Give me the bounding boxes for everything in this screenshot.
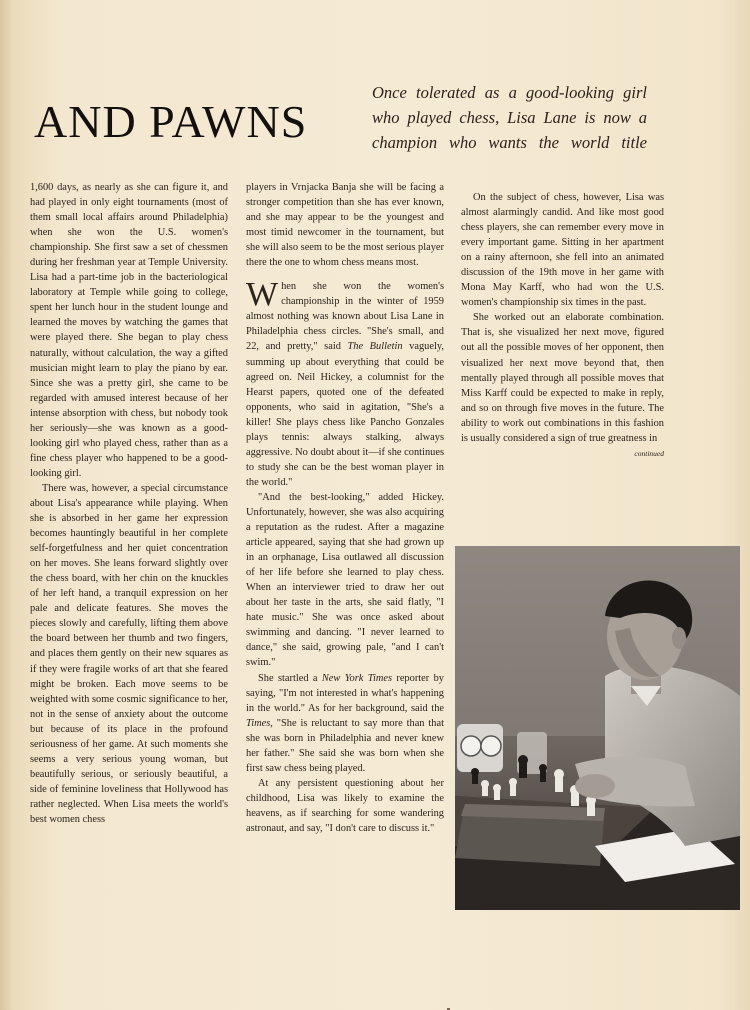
paragraph: At any persistent questioning about her childhood, Lisa was likely to examine the heavens, as if searching for some wandering astronaut, and say, "I don't care to discuss it." bbox=[246, 777, 444, 834]
paragraph: On the subject of chess, however, Lisa was almost alarmingly candid. And like most good chess players, she can remember every move in every important game. Sitting in her apartment on a rainy afternoon, she fell into an animated discussion of the 19th move in her game with Mona May Karff, who had won the U.S. women's championship six times in the past. bbox=[461, 192, 664, 309]
paragraph: She worked out an elaborate combination. That is, she visualized her next move, figured out all the possible moves of her opponent, then visualized her next move beyond that, then mentally played through all possible moves that Miss Karff could be expected to make in reply, and so on through five moves in the future. The ability to work out combinations in this fashion is usually considered a sign of true greatness in bbox=[461, 312, 664, 444]
continued-label: continued bbox=[634, 448, 664, 458]
paragraph-dropcap: When she won the women's championship in the winter of 1959 almost nothing was known about Lisa Lane in Philadelphia chess circles. "She's small, and 22, and pretty," said The Bulletin vaguely, summing up about everything that could be agreed on. Neil Hickey, a columnist for the Hearst papers, quoted one of the defeated opponents, who said in agitation, "She's a killer! She plays chess like Pancho Gonzales plays tennis: always stalking, always aggressive. No doubt about it—if she continues to study she can be the best woman player in the world." bbox=[246, 276, 444, 488]
drop-cap: W bbox=[246, 276, 279, 314]
column-1 bbox=[30, 180, 228, 827]
column-3 bbox=[461, 190, 664, 461]
paragraph: She startled a New York Times reporter by saying, "I'm not interested in what's happening in the world." As for her background, said the Times, "She is reluctant to say more than that she was born in Philadelphia and never knew her father." She said she was born when she first saw chess being played. bbox=[246, 672, 444, 774]
paragraph: 1,600 days, as nearly as she can figure it, and had played in only eight tournaments (most of them small local affairs around Philadelphia) when she won the U.S. women's championship. She first saw a set of chessmen during her freshman year at Temple University. Lisa had a part-time job in the bacteriological laboratory at Temple while going to college, spent her lunch hour in the student lounge and learned the moves by watching the games that were played there. She began to play chess naturally, without calculation, the way a gifted musician might learn to play the piano by ear. Since she was a pretty girl, she came to be regarded with amused interest because of her intense absorption with chess, but nobody took her seriously—she was known as a good-looking girl who played chess, rather than as a fine chess player who happened to be a good-looking girl. bbox=[30, 182, 228, 479]
chess-player-photo bbox=[455, 546, 740, 910]
paragraph: There was, however, a special circumstance about Lisa's appearance while playing. When she is absorbed in her game her expression becomes hauntingly beautiful in her complete self-forgetfulness and her quiet concentration on her moves. She leans forward slightly over the chess board, with her chin on the knuckles of her left hand, a tranquil expression on her pale and delicate features. She moves the pieces slowly and carefully, lifting them above the board between her thumb and two fingers, and places them gently on their new squares as if they were fragile works of art that she feared might be broken. Each move seems to be weighted with some cosmic significance to her, not in the sense of anxiety about the outcome but because of its place in the profound seriousness of her game. At such moments she seems a very serious young woman, but beautifully serious, or seriously beautiful, a side of feminine loveliness that Hollywood has rather neglected. When Lisa meets the world's best women chess bbox=[30, 482, 228, 825]
paragraph: players in Vrnjacka Banja she will be facing a stronger competition than she has ever known, and she may appear to be the youngest and most timid newcomer in the tournament, but she will also seem to be the most serious player there the one to whom chess means most. bbox=[246, 182, 444, 269]
paragraph: "And the best-looking," added Hickey. Unfortunately, however, she was also acquiring a reputation as the rudest. After a magazine article appeared, saying that she had grown up in an orphanage, Lisa outlawed all discussion of her life before she learned to play chess. When an interviewer tried to draw her out about her taste in the arts, she said flatly, "I hate music." She was once asked about swimming and dancing. "I never learned to dance," she said, growing pale, "and I can't swim." bbox=[246, 491, 444, 669]
deck-subtitle: Once tolerated as a good-looking girl who played chess, Lisa Lane is now a champion who wants the world title bbox=[372, 83, 647, 152]
column-2 bbox=[246, 180, 444, 836]
headline: AND PAWNS bbox=[34, 96, 308, 147]
